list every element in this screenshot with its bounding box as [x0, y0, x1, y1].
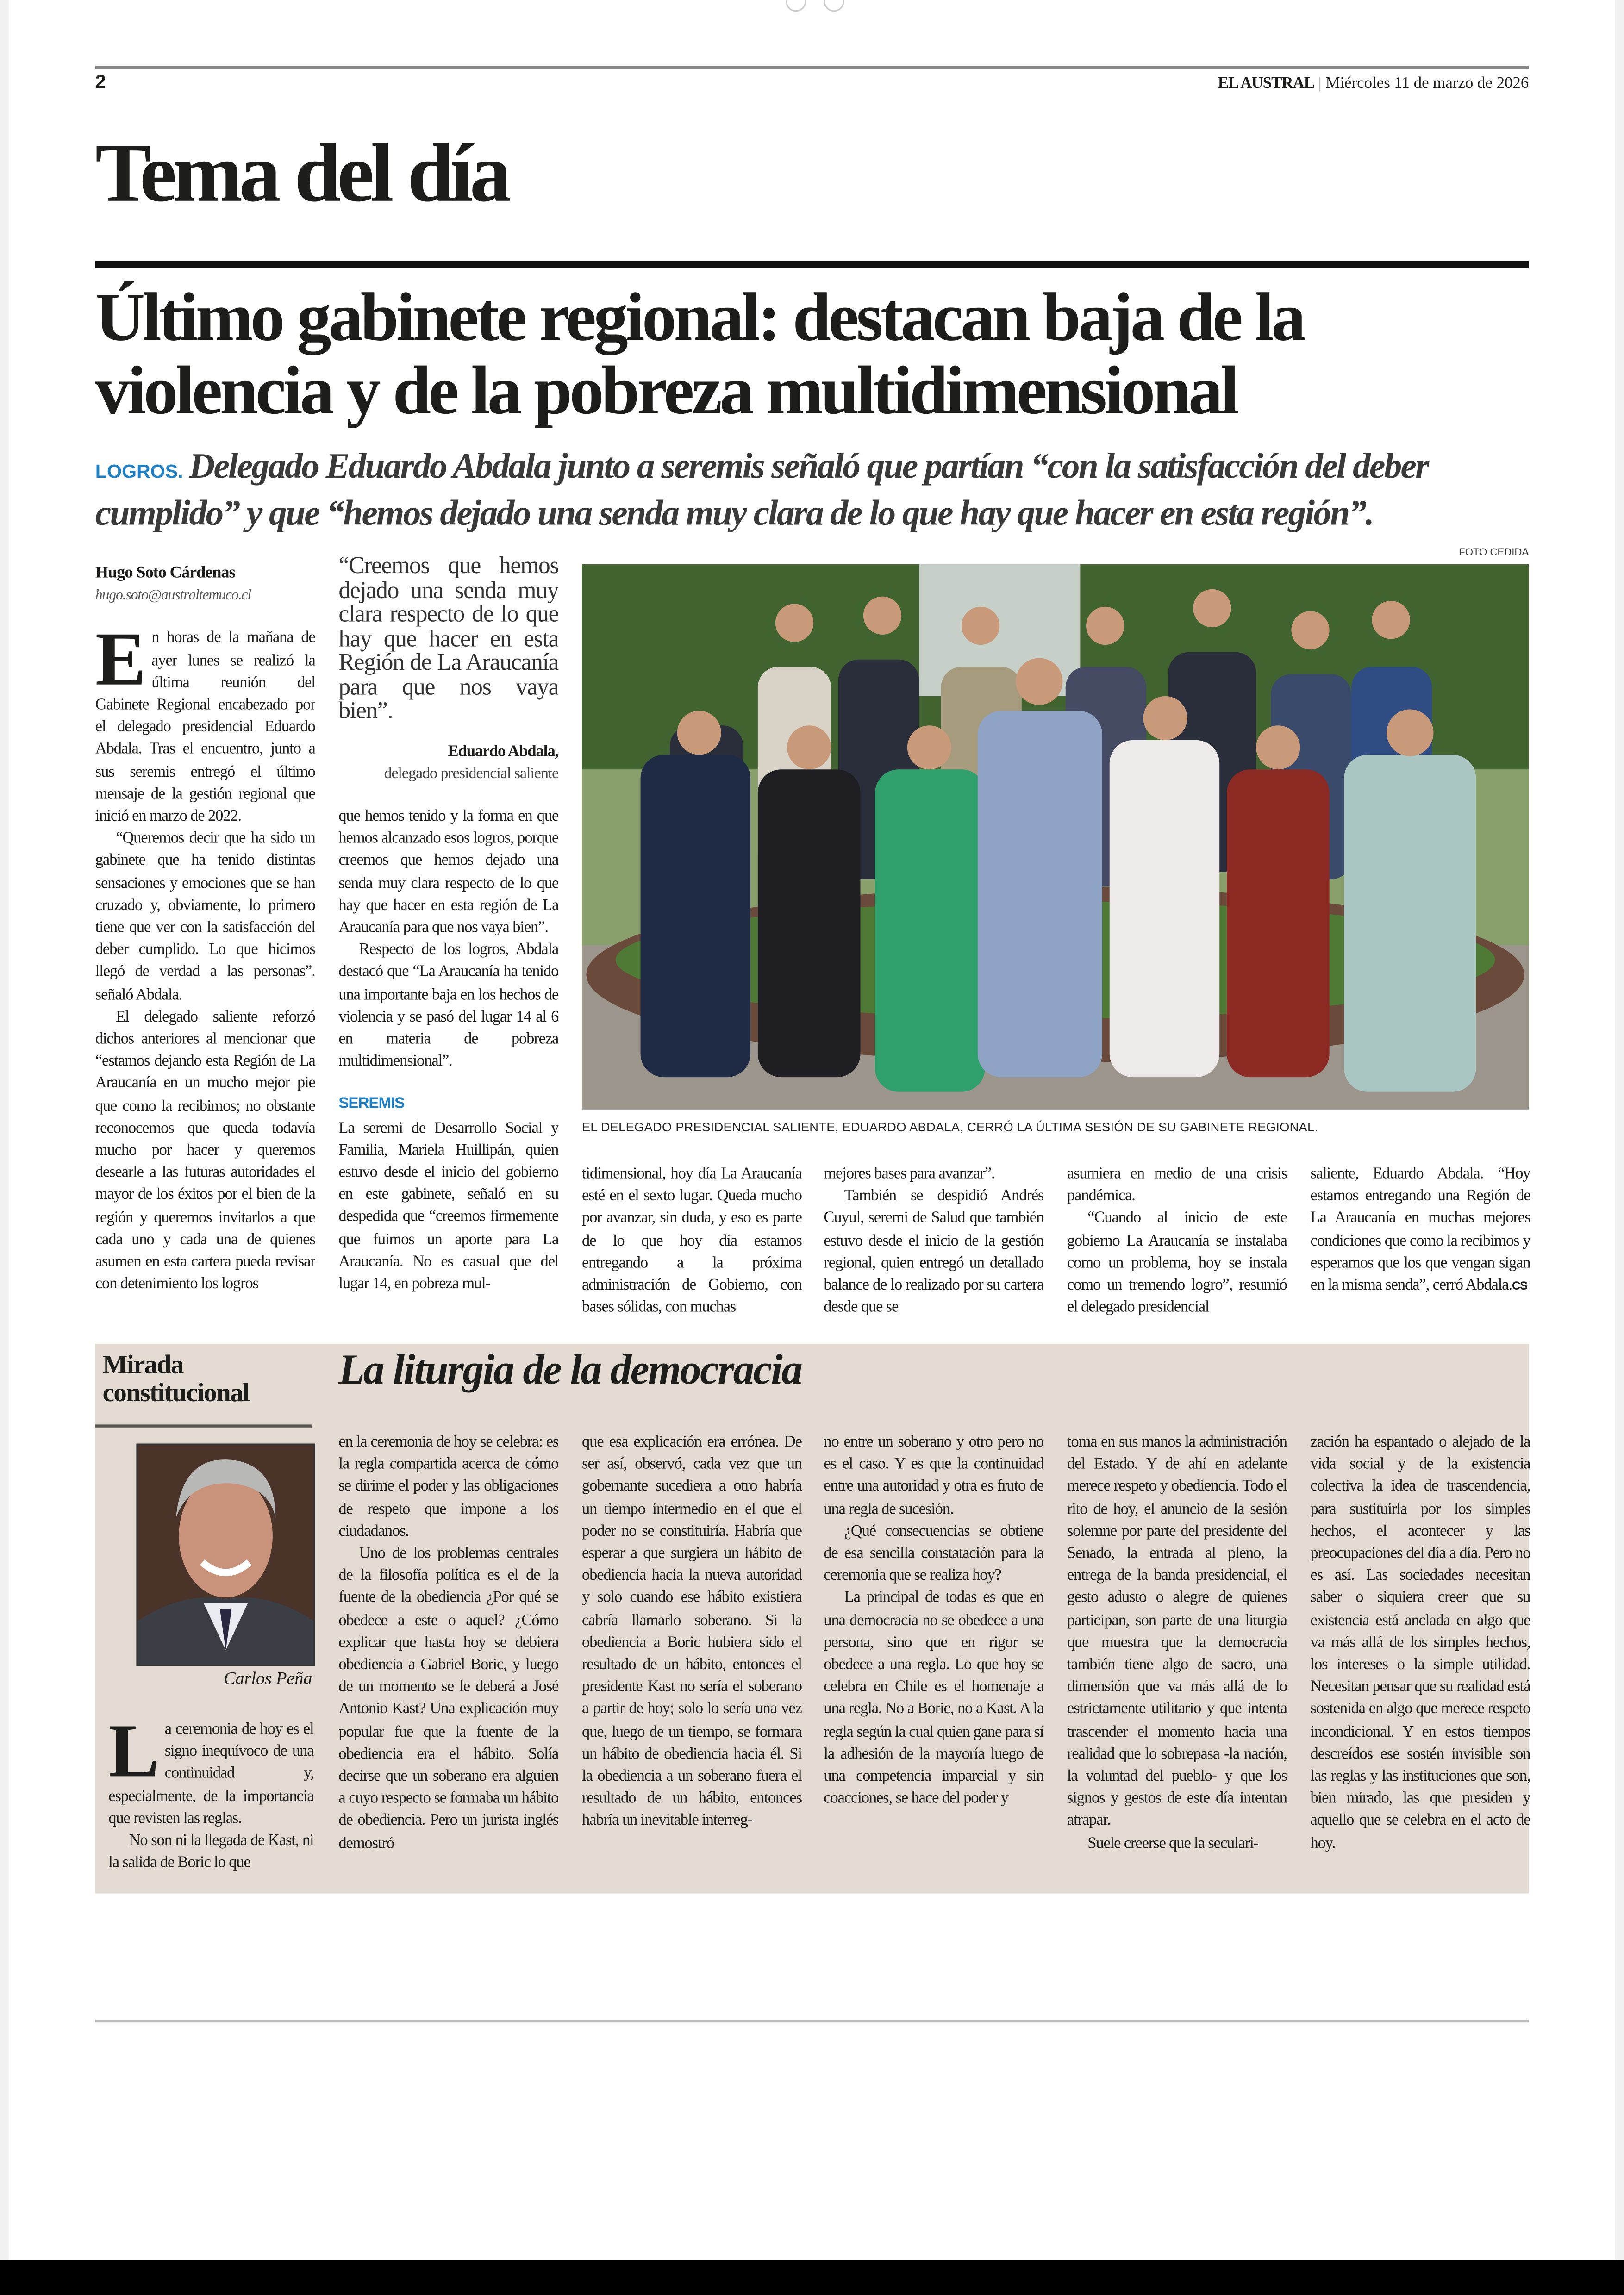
section-title: Tema del día: [95, 127, 508, 220]
opinion-column-2: [338, 1432, 558, 1883]
subhead-seremis: SEREMIS: [338, 1095, 405, 1113]
top-rule: [95, 66, 1529, 69]
opinion-column-1: [108, 1719, 313, 1883]
pull-quote-name: Eduardo Abdala,: [448, 742, 559, 760]
pull-quote-role: delegado presidencial saliente: [384, 764, 559, 782]
article-paragraph: También se despidió Andrés Cuyul, seremi de Salud que también estuvo desde el inicio de la gestión regional, quien entregó un detallado balance de lo realizado por su cartera desde que se: [824, 1187, 1044, 1316]
group-photo-image: [582, 564, 1529, 1110]
author-portrait-image: [138, 1445, 314, 1665]
article-paragraph: que hemos tenido y la forma en que hemos alcanzado esos logros, porque creemos que hemos dejado una senda muy clara respecto de lo que hay que hacer en esta región de La Araucanía para que nos vaya bien”.: [338, 807, 559, 936]
opinion-paragraph: en la ceremonia de hoy se celebra: es la regla compartida acerca de cómo se dirime el poder y las obligaciones de respeto que impone a los ciudadanos.: [338, 1433, 559, 1540]
byline-email[interactable]: hugo.soto@australtemuco.cl: [95, 588, 251, 605]
column-label-rule: [95, 1424, 312, 1427]
article-paragraph: La seremi de Desarrollo Social y Familia, Mariela Huillipán, quien estuvo desde el inicio del gobierno en este gabinete, señaló en su despedida que “creemos firmemente que fuimos un aporte para La Araucanía. No es casual que del lugar 14, en pobreza mul-: [338, 1119, 559, 1293]
article-column-4: [824, 1164, 1043, 1328]
article-paragraph: tidimensional, hoy día La Araucanía esté en el sexto lugar. Queda mucho por avanzar, sin duda, y eso es parte de lo que hoy día estamos entregando a la próxima administración de Gobierno, con bases sólidas, con muchas: [581, 1165, 802, 1316]
opinion-paragraph: toma en sus manos la administración del Estado. Y de ahí en adelante merece respeto y obediencia. Todo el rito de hoy, el anuncio de la sesión solemne por parte del presidente del Senado, la entrada al pleno, la entrega de la banda presidencial, el gesto adusto o alegre de quienes participan, son parte de una liturgia que muestra que la democracia también tiene algo de sacro, una dimensión que va más allá de lo estrictamente utilitario y que intenta trascender el momento hacia una realidad que lo sobrepasa -la nación, la voluntad del pueblo- y que los signos y gestos de este día intentan atrapar.: [1067, 1433, 1287, 1830]
masthead-separator: |: [1318, 75, 1322, 93]
opinion-column-6: [1310, 1432, 1530, 1883]
section-rule: [95, 261, 1529, 268]
page-number: 2: [95, 70, 106, 93]
opinion-paragraph: no entre un soberano y otro pero no es el caso. Y es que la continuidad entre una autoridad y otra es fruto de una regla de sucesión.: [824, 1433, 1044, 1518]
group-photo: [582, 564, 1529, 1110]
photo-caption: EL DELEGADO PRESIDENCIAL SALIENTE, EDUARDO ABDALA, CERRÓ LA ÚLTIMA SESIÓN DE SU GABINETE REGIONAL.: [581, 1119, 1318, 1135]
opinion-column-4: [824, 1432, 1043, 1883]
article-paragraph: mejores bases para avanzar”.: [824, 1165, 995, 1183]
article-column-5: [1067, 1164, 1287, 1328]
article-column-2: [338, 554, 558, 1325]
article-column-1: [95, 563, 315, 1325]
bottom-rule: [95, 2020, 1529, 2022]
article-column-3: [582, 1164, 802, 1328]
drop-cap: E: [95, 619, 146, 703]
byline-author: Hugo Soto Cárdenas: [95, 564, 235, 582]
prev-page-icon[interactable]: [786, 0, 806, 12]
pull-quote: “Creemos que hemos dejado una senda muy clara respecto de lo que hay que hacer en esta Región de La Araucanía para que nos vaya bien”.: [338, 554, 559, 724]
drop-cap: L: [108, 1719, 159, 1794]
article-column-6: [1310, 1164, 1530, 1328]
end-mark-icon: CS: [1512, 1279, 1527, 1293]
article-headline: Último gabinete regional: destacan baja de la violencia y de la pobreza multidimensional: [95, 280, 1304, 430]
author-portrait: [136, 1444, 315, 1666]
article-paragraph: saliente, Eduardo Abdala. “Hoy estamos entregando una Región de La Araucanía en muchas mejores condiciones que como la recibimos y esperamos que los que vengan sigan en la misma senda”, cerró Abdala.CS: [1310, 1165, 1530, 1294]
deck-text: Delegado Eduardo Abdala junto a seremis señaló que partían “con la satisfacción del deber cumplido” y que “hemos dejado una senda muy clara de lo que hay que hacer en esta región”.: [95, 447, 1428, 534]
next-page-icon[interactable]: [824, 0, 844, 12]
opinion-paragraph: Uno de los problemas centrales de la filosofía política es el de la fuente de la obediencia ¿Por qué se obedece a este o aquel? ¿Cómo explicar que hasta hoy se debiera obediencia a Gabriel Boric, y luego de un momento se le deberá a José Antonio Kast? Una explicación muy popular fue que la fuente de la obediencia era el hábito. Solía decirse que un soberano era alguien a cuyo respecto se formaba un hábito de obediencia. Pero un jurista inglés demostró: [338, 1545, 559, 1852]
page-edge-right: [1615, 0, 1624, 2260]
opinion-column-3: [582, 1432, 802, 1883]
photo-credit: FOTO CEDIDA: [1459, 548, 1529, 559]
opinion-title: La liturgia de la democracia: [338, 1347, 802, 1394]
issue-date: Miércoles 11 de marzo de 2026: [1325, 75, 1529, 93]
viewer-bottom-bar: [0, 2260, 1624, 2295]
opinion-paragraph: Suele creerse que la seculari-: [1087, 1834, 1259, 1852]
article-paragraph: E n horas de la mañana de ayer lunes se realizó la última reunión del Gabinete Regional encabezado por el delegado presidencial Eduardo Abdala. Tras el encuentro, junto a sus seremis entregó el último mensaje de la gestión regional que inició en marzo de 2022.: [95, 619, 315, 825]
opinion-paragraph: que esa explicación era errónea. De ser así, observó, cada vez que un gobernante sucediera a otro habría un tiempo intermedio en el que el poder no se constituiría. Habría que esperar a que surgiera un hábito de obediencia hacia la nueva autoridad y solo cuando ese hábito existiera cabría llamarlo soberano. Si la obediencia a Boric hubiera sido el resultado de un hábito, entonces el presidente Kast no sería el soberano a partir de hoy; solo lo sería una vez que, luego de un tiempo, se formara un hábito de obediencia hacia él. Si la obediencia a un soberano fuera el resultado de un hábito, entonces habría un inevitable interreg-: [581, 1433, 802, 1830]
opinion-paragraph: ¿Qué consecuencias se obtiene de esa sencilla constatación para la ceremonia que se realiza hoy?: [824, 1522, 1044, 1585]
article-paragraph: “Queremos decir que ha sido un gabinete que ha tenido distintas sensaciones y emociones que se han cruzado y, obviamente, lo primero tiene que ver con la satisfacción del deber cumplido. Lo que hicimos llegó de verdad a las personas”. señaló Abdala.: [95, 829, 315, 1004]
masthead: [1218, 75, 1529, 92]
article-paragraph: Respecto de los logros, Abdala destacó que “La Araucanía ha tenido una importante baja en los hechos de violencia y se pasó del lugar 14 al 6 en materia de pobreza multidimensional”.: [338, 941, 559, 1070]
article-paragraph: “Cuando al inicio de este gobierno La Araucanía se instalaba como un problema, hoy se instala como un tremendo logro”, resumió el delegado presidencial: [1067, 1210, 1287, 1316]
deck-kicker: LOGROS.: [95, 460, 183, 482]
column-label: Mirada constitucional: [102, 1349, 250, 1407]
page-edge-left: [0, 0, 9, 2260]
opinion-author: Carlos Peña: [224, 1668, 312, 1689]
opinion-paragraph: La principal de todas es que en una democracia no se obedece a una persona, sino que en rigor se obedece a una regla. Lo que hoy se celebra en Chile es el homenaje a una regla. No a Boric, no a Kast. A la regla según la cual quien gane para sí la adhesión de la mayoría luego de una competencia imparcial y sin coacciones, se hace del poder y: [824, 1589, 1044, 1808]
opinion-paragraph: No son ni la llegada de Kast, ni la salida de Boric lo que: [108, 1832, 314, 1872]
paper-name: EL AUSTRAL: [1218, 75, 1315, 93]
article-paragraph: asumiera en medio de una crisis pandémica.: [1067, 1165, 1287, 1205]
article-paragraph: El delegado saliente reforzó dichos anteriores al mencionar que “estamos dejando esta Región de La Araucanía en un mucho mejor pie que como la recibimos; no obstante reconocemos que queda todavía mucho por hacer y queremos desearle a las futuras autoridades el mayor de los éxitos por el bien de la región y queremos invitarlos a que cada uno y cada una de quienes asumen en esta cartera pueda revisar con detenimiento los logros: [95, 1008, 315, 1293]
opinion-column-5: [1067, 1432, 1287, 1883]
article-deck: [95, 445, 1539, 535]
opinion-paragraph: L a ceremonia de hoy es el signo inequívoco de una continuidad y, especialmente, de la importancia que revisten las reglas.: [108, 1719, 314, 1827]
opinion-paragraph: zación ha espantado o alejado de la vida social y de la existencia colectiva la idea de trascendencia, para sustituirla por los simples hechos, el acontecer y las preocupaciones del día a día. Pero no es así. Las sociedades necesitan saber o siquiera creer que su existencia está anclada en algo que va más allá de los simples hechos, los intereses o la simple utilidad. Necesitan pensar que su realidad está sostenida en algo que merece respeto incondicional. Y en estos tiempos descreídos ese sostén invisible son las reglas y las instituciones que son, bien mirado, las que presiden y aquello que se celebra en el acto de hoy.: [1310, 1433, 1530, 1852]
